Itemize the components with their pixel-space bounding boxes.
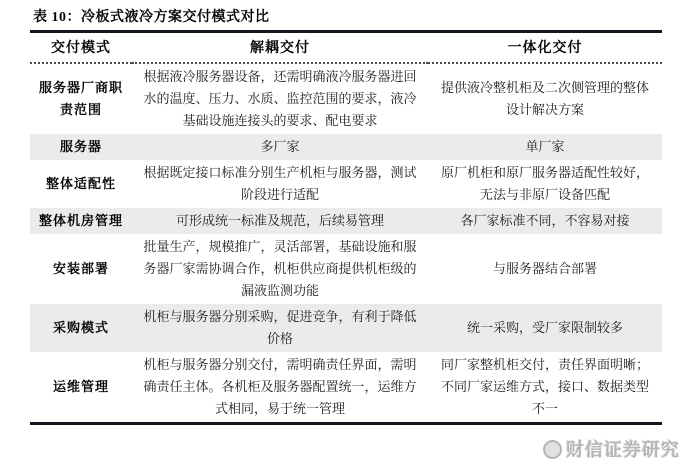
watermark-label: 财信证券研究: [566, 440, 680, 460]
cell-integrated-delivery: 原厂机柜和原厂服务器适配性较好，无法与非原厂设备匹配: [440, 165, 649, 202]
cell-decoupled-delivery: 可形成统一标准及规范，后续易管理: [175, 213, 384, 228]
table-row: [30, 208, 662, 234]
cell-delivery-mode: 整体适配性: [45, 176, 116, 191]
caixin-logo-icon: [543, 440, 562, 459]
cell-decoupled-delivery: 多厂家: [260, 139, 300, 154]
col-header-delivery-mode: 交付模式: [30, 32, 132, 64]
cell-integrated-delivery: 单厂家: [525, 139, 565, 154]
watermark: [543, 436, 680, 462]
cell-delivery-mode: 安装部署: [52, 261, 109, 276]
table-row: [30, 352, 662, 424]
col-header-decoupled-delivery: 解耦交付: [132, 32, 428, 64]
cell-delivery-mode: 服务器厂商职责范围: [38, 80, 123, 117]
cell-integrated-delivery: 与服务器结合部署: [492, 261, 597, 276]
cell-delivery-mode: 采购模式: [52, 320, 109, 335]
cell-decoupled-delivery: 机柜与服务器分别交付，需明确责任界面，需明确责任主体。各机柜及服务器配置统一，运维方式相同，易于统一管理: [143, 357, 417, 416]
cell-integrated-delivery: 统一采购，受厂家限制较多: [466, 320, 623, 335]
cell-delivery-mode: 整体机房管理: [38, 213, 123, 228]
cell-integrated-delivery: 提供液冷整机柜及二次侧管理的整体设计解决方案: [440, 80, 649, 117]
cell-delivery-mode: 运维管理: [52, 379, 109, 394]
cell-decoupled-delivery: 机柜与服务器分别采购，促进竞争，有利于降低价格: [143, 309, 417, 346]
cell-delivery-mode: 服务器: [59, 139, 102, 154]
header-row: [30, 32, 662, 64]
table-caption: 表 10：冷板式液冷方案交付模式对比: [33, 10, 270, 25]
table-row: [30, 134, 662, 160]
delivery-mode-comparison-table: [30, 30, 662, 425]
cell-integrated-delivery: 各厂家标准不同，不容易对接: [460, 213, 630, 228]
cell-integrated-delivery: 同厂家整机柜交付，责任界面明晰；不同厂家运维方式，接口、数据类型不一: [440, 357, 649, 416]
cell-decoupled-delivery: 根据既定接口标准分别生产机柜与服务器，测试阶段进行适配: [143, 165, 417, 202]
cell-decoupled-delivery: 批量生产，规模推广，灵活部署，基础设施和服务器厂家需协调合作，机柜供应商提供机柜级的漏液监测功能: [143, 239, 417, 298]
cell-decoupled-delivery: 根据液冷服务器设备，还需明确液冷服务器进回水的温度、压力、水质、监控范围的要求，液冷基础设施连接头的要求、配电要求: [143, 69, 417, 128]
table-row: [30, 160, 662, 208]
table-row: [30, 304, 662, 352]
table-row: [30, 234, 662, 304]
col-header-integrated-delivery: 一体化交付: [428, 32, 662, 64]
table-row: [30, 63, 662, 134]
